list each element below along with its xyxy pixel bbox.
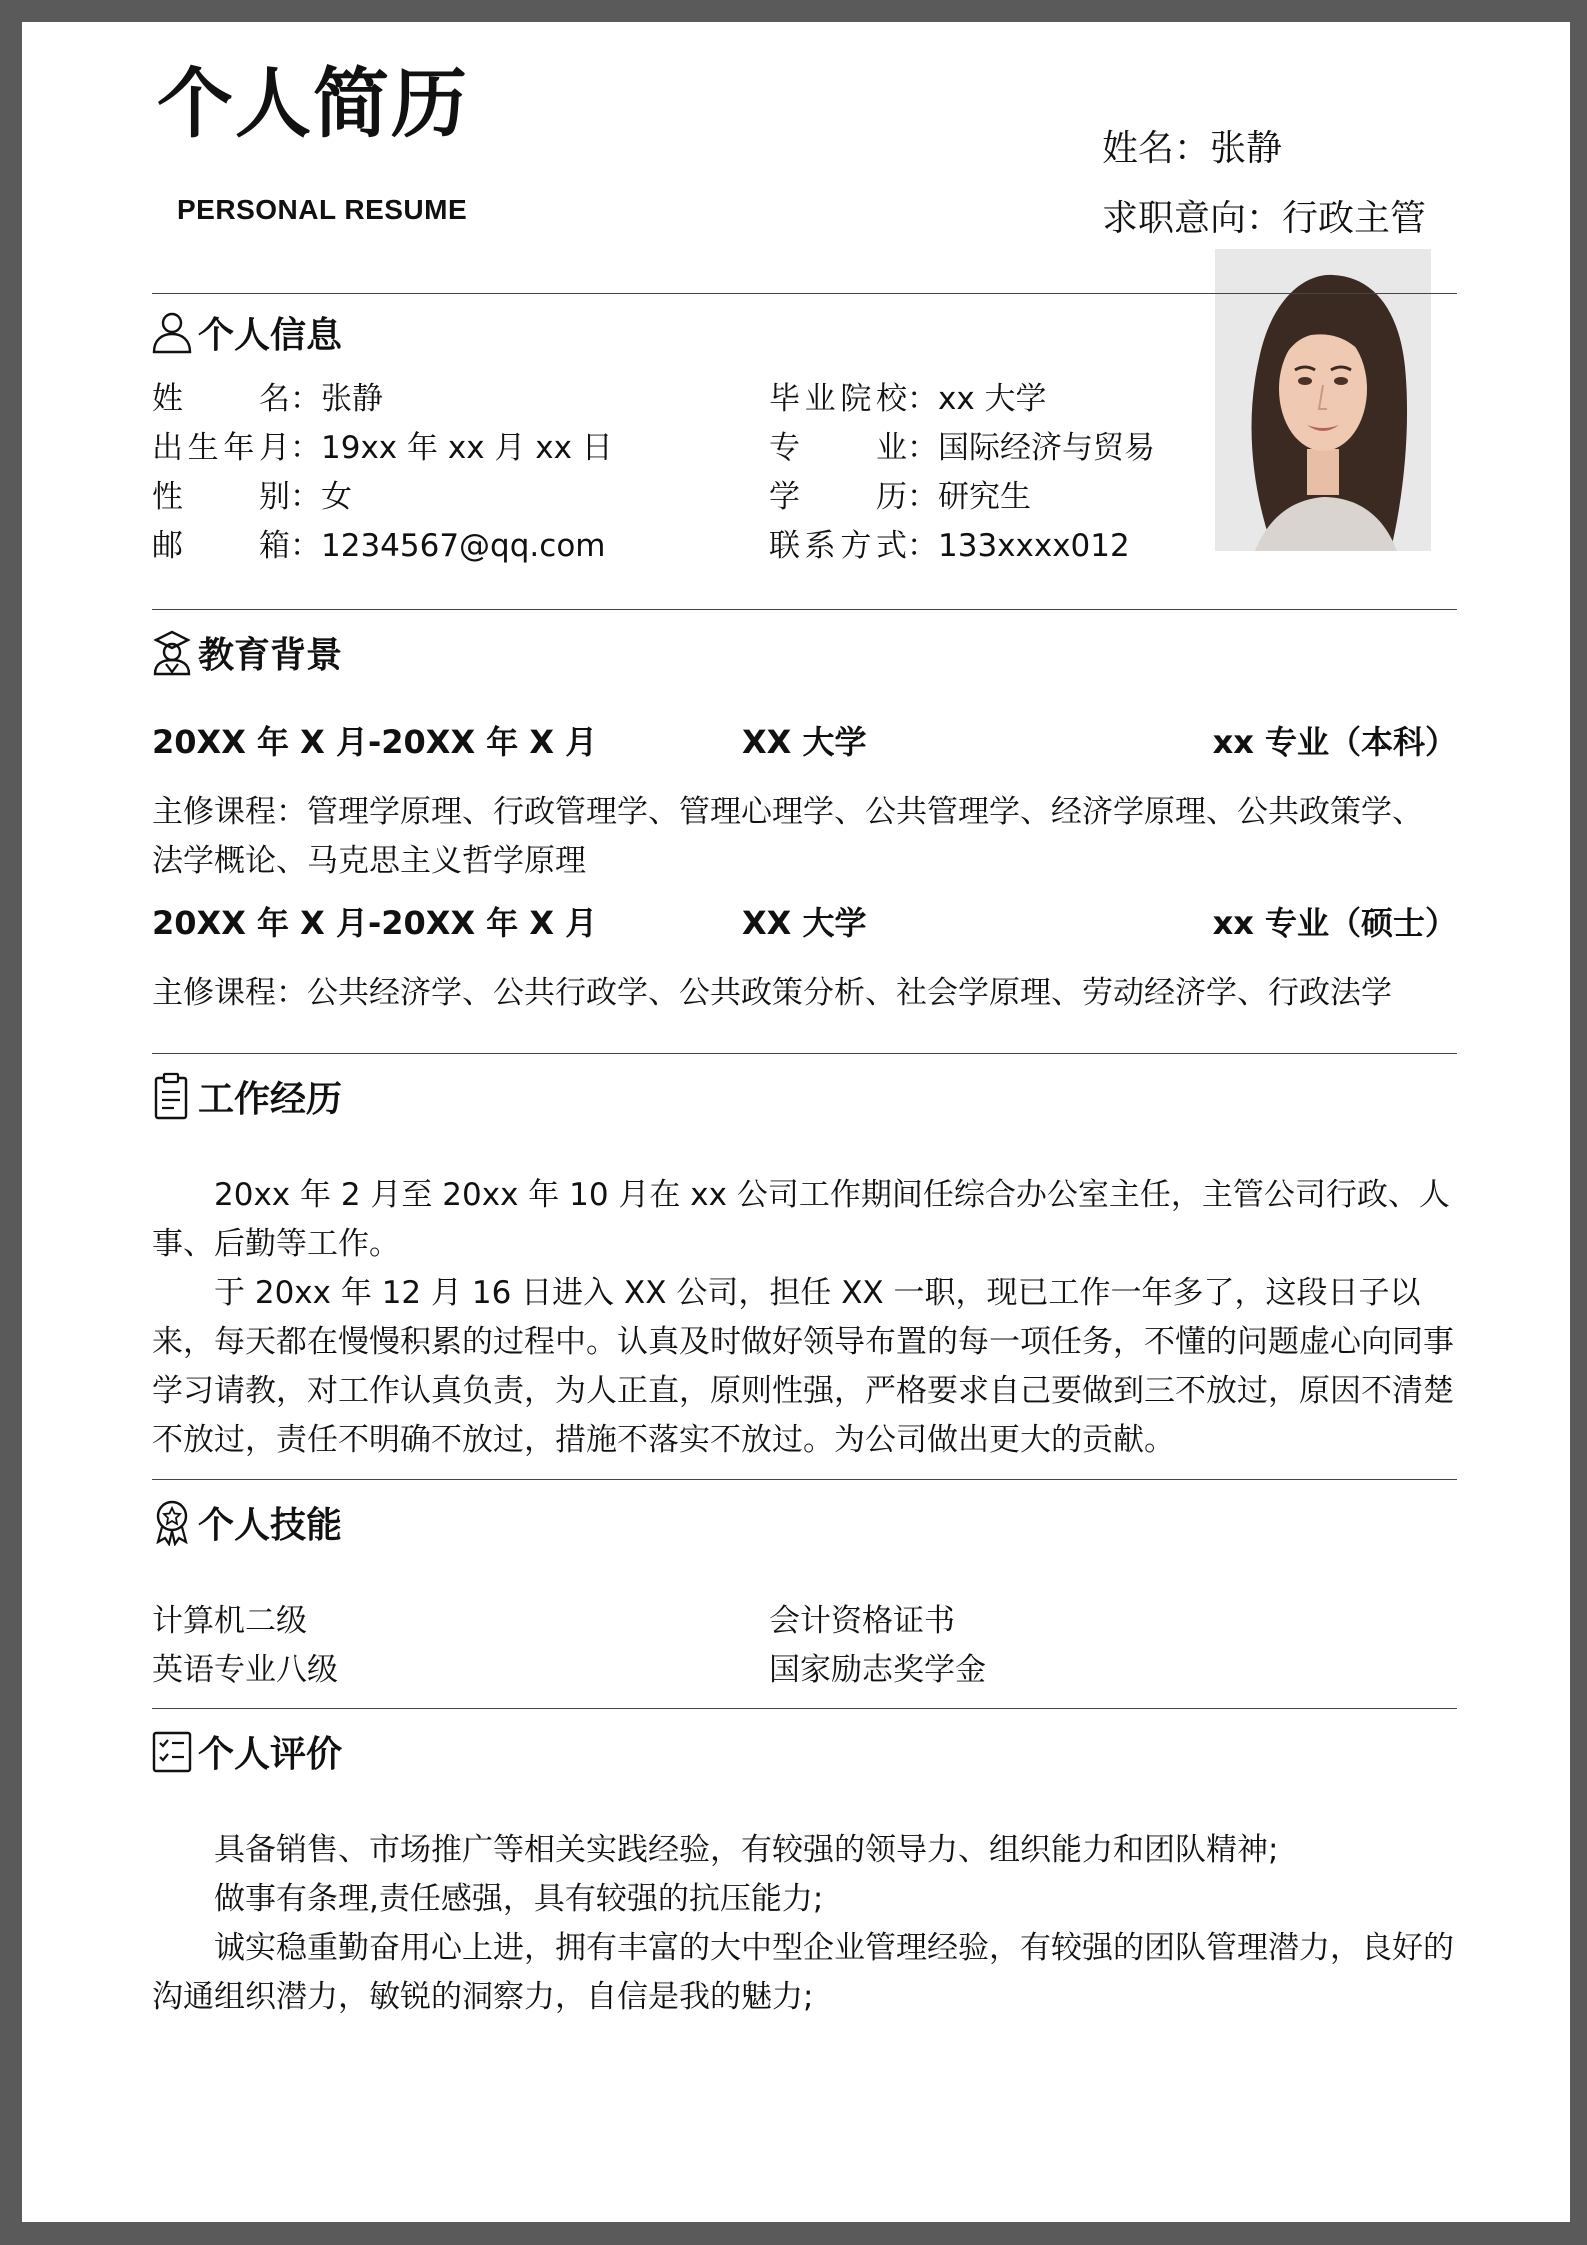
resume-page <box>22 22 1570 2222</box>
graduate-icon <box>150 628 194 676</box>
info-label: 联系方式 <box>769 528 907 564</box>
evaluation-description <box>152 1826 1462 2022</box>
info-row-degree: 学历：研究生 <box>769 473 1155 522</box>
courses-line: 主修课程：公共经济学、公共行政学、公共政策分析、社会学原理、劳动经济学、行政法学 <box>152 975 1392 1011</box>
education-major: xx 专业（本科） <box>1212 723 1457 761</box>
work-paragraph: 20xx 年 2 月至 20xx 年 10 月在 xx 公司工作期间任综合办公室主任，主管公司行政、人事、后勤等工作。 <box>152 1177 1450 1262</box>
courses-line: 主修课程：管理学原理、行政管理学、管理心理学、公共管理学、经济学原理、公共政策学、 <box>152 794 1423 830</box>
education-major: xx 专业（硕士） <box>1212 904 1457 942</box>
info-label: 出生年月 <box>152 430 290 466</box>
skill-item: 会计资格证书 <box>769 1603 955 1639</box>
info-row-name: 姓名：张静 <box>152 375 613 424</box>
info-row-contact: 联系方式：133xxxx012 <box>769 522 1155 571</box>
info-label: 邮箱 <box>152 528 290 564</box>
person-icon <box>150 308 194 356</box>
work-paragraph: 于 20xx 年 12 月 16 日进入 XX 公司，担任 XX 一职，现已工作一年多了，这段日子以来，每天都在慢慢积累的过程中。认真及时做好领导布置的每一项任务，不懂的问题虚心向同事学习请教，对工作认真负责，为人正直，原则性强，严格要求自己要做到三不放过，原因不清楚不放过，责任不明确不放过，措施不落实不放过。为公司做出更大的贡献。 <box>152 1275 1454 1458</box>
education-period: 20XX 年 X 月-20XX 年 X 月 <box>152 723 598 761</box>
section-title: 工作经历 <box>198 1078 343 1120</box>
divider <box>152 1053 1457 1054</box>
info-value: 133xxxx012 <box>938 528 1130 564</box>
section-evaluation-header <box>150 1726 342 1776</box>
info-value: 国际经济与贸易 <box>938 430 1155 466</box>
education-school: XX 大学 <box>742 904 867 942</box>
personal-info-right-col <box>769 375 1155 571</box>
education-entry-2-header <box>152 898 1457 948</box>
personal-info-left-col <box>152 375 613 571</box>
section-title: 教育背景 <box>198 634 343 676</box>
divider <box>152 1479 1457 1480</box>
profile-photo <box>1215 249 1431 551</box>
work-description <box>152 1171 1462 1465</box>
info-row-major: 专业：国际经济与贸易 <box>769 424 1155 473</box>
evaluation-paragraph: 具备销售、市场推广等相关实践经验，有较强的领导力、组织能力和团队精神; <box>214 1832 1279 1868</box>
resume-title: 个人简历 <box>157 59 469 148</box>
info-value: 研究生 <box>938 479 1031 515</box>
divider <box>152 293 1457 294</box>
info-value: 1234567@qq.com <box>321 528 606 564</box>
header-name: 姓名：张静 <box>1102 128 1283 169</box>
info-label: 专业 <box>769 430 907 466</box>
divider <box>152 609 1457 610</box>
education-school: XX 大学 <box>742 723 867 761</box>
section-title: 个人评价 <box>198 1733 343 1775</box>
info-label: 毕业院校 <box>769 381 907 417</box>
info-value: 女 <box>321 479 352 515</box>
skill-item: 计算机二级 <box>152 1603 307 1639</box>
info-row-school: 毕业院校：xx 大学 <box>769 375 1155 424</box>
skill-item: 国家励志奖学金 <box>769 1652 986 1688</box>
section-title: 个人信息 <box>198 314 343 356</box>
section-education-header <box>150 627 342 677</box>
section-work-header <box>150 1071 342 1121</box>
evaluation-paragraph: 诚实稳重勤奋用心上进，拥有丰富的大中型企业管理经验，有较强的团队管理潜力，良好的沟通组织潜力，敏锐的洞察力，自信是我的魅力; <box>152 1930 1454 2015</box>
info-value: 张静 <box>321 381 383 417</box>
divider <box>152 1708 1457 1709</box>
section-title: 个人技能 <box>198 1504 343 1546</box>
evaluation-paragraph: 做事有条理,责任感强，具有较强的抗压能力; <box>214 1881 824 1917</box>
section-personal-info-header <box>150 307 342 357</box>
section-skills-header <box>150 1497 342 1547</box>
info-label: 学历 <box>769 479 907 515</box>
courses-line: 法学概论、马克思主义哲学原理 <box>152 843 586 879</box>
header-job-intention: 求职意向：行政主管 <box>1102 198 1427 239</box>
info-label: 姓名 <box>152 381 290 417</box>
info-row-email: 邮箱：1234567@qq.com <box>152 522 613 571</box>
info-value: xx 大学 <box>938 381 1047 417</box>
info-row-gender: 性别：女 <box>152 473 613 522</box>
resume-subtitle: PERSONAL RESUME <box>177 194 468 225</box>
checklist-icon <box>150 1727 194 1775</box>
badge-icon <box>150 1498 194 1546</box>
education-entry-2-courses <box>152 969 1462 1018</box>
info-row-birth: 出生年月：19xx 年 xx 月 xx 日 <box>152 424 613 473</box>
clipboard-icon <box>150 1072 194 1120</box>
skill-item: 英语专业八级 <box>152 1652 338 1688</box>
info-value: 19xx 年 xx 月 xx 日 <box>321 430 613 466</box>
education-entry-1-header <box>152 717 1457 767</box>
education-entry-1-courses <box>152 788 1462 886</box>
info-label: 性别 <box>152 479 290 515</box>
education-period: 20XX 年 X 月-20XX 年 X 月 <box>152 904 598 942</box>
